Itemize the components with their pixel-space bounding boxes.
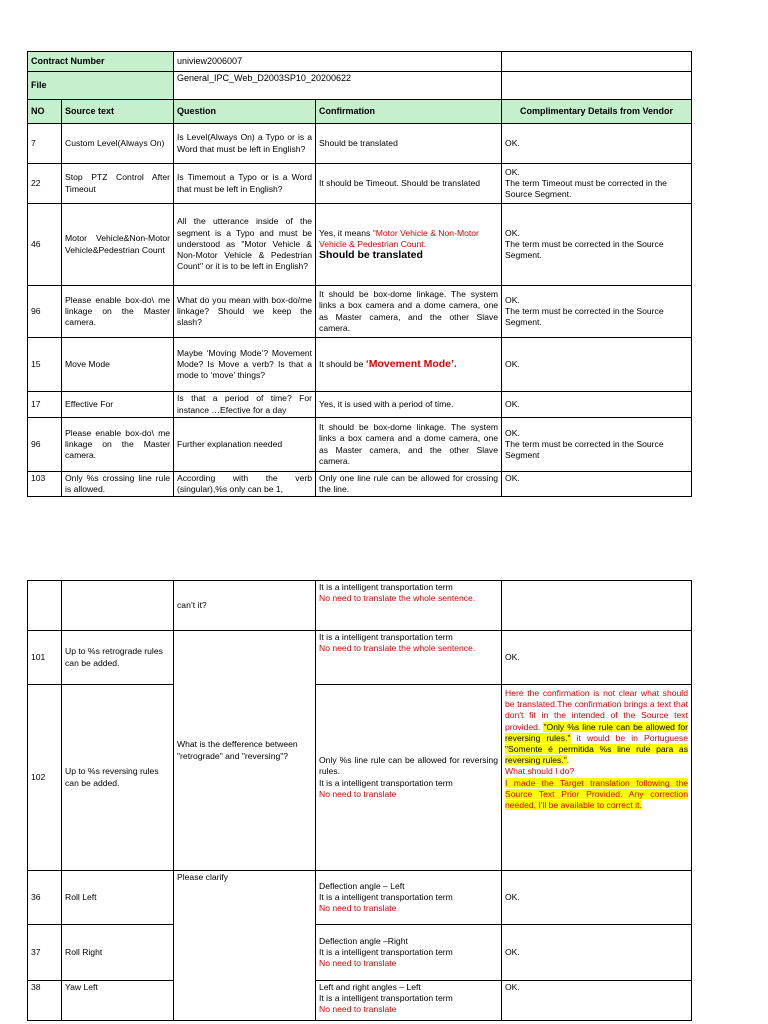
row-confirmation (316, 338, 502, 392)
row-source: Yaw Left (62, 981, 174, 1021)
row-confirmation: Should be translated (316, 124, 502, 164)
row-question: What is the defference between "retrograde" and "reversing"? (174, 631, 316, 871)
row-confirmation: Only one line rule can be allowed for crossing the line. (316, 472, 502, 497)
row-question: All the utterance inside of the segment is a Typo and must be understood as "Motor Vehicle & Non-Motor Vehicle & Pedestrian Count" or it is to be left in English? (174, 204, 316, 286)
row-question: Further explanation needed (174, 418, 316, 472)
table-row (28, 685, 692, 871)
row-no: 102 (28, 685, 62, 871)
row-question: Is that a period of time? For instance …Efective for a day (174, 392, 316, 418)
table-row (28, 124, 692, 164)
row-confirmation (316, 204, 502, 286)
row-confirmation: Yes, it is used with a period of time. (316, 392, 502, 418)
table-row (28, 204, 692, 286)
row-no: 36 (28, 871, 62, 925)
table-row (28, 472, 692, 497)
confirmation-red-line: No need to translate (319, 788, 397, 799)
vendor-line: The term Timeout must be corrected in the Source Segment. (505, 177, 667, 200)
confirmation-line: It is a intelligent transportation term (319, 946, 453, 957)
vendor-line: OK. (505, 427, 520, 438)
qa-table-bottom (27, 580, 692, 1021)
vendor-line: The term must be corrected in the Source Segment. (505, 305, 664, 328)
row-confirmation (316, 581, 502, 631)
row-source: Stop PTZ Control After Timeout (62, 164, 174, 204)
row-confirmation (316, 871, 502, 925)
row-vendor (502, 286, 692, 338)
row-confirmation (316, 981, 502, 1021)
row-no: 96 (28, 418, 62, 472)
row-question: can’t it? (174, 581, 316, 631)
row-no: 17 (28, 392, 62, 418)
confirmation-red-line: No need to translate the whole sentence. (319, 643, 476, 654)
header-question: Question (174, 100, 316, 124)
row-source: Custom Level(Always On) (62, 124, 174, 164)
row-question: What do you mean with box-do/me linkage? Should we keep the slash? (174, 286, 316, 338)
row-confirmation: It should be box-dome linkage. The system links a box camera and a dome camera, one as Master camera, and the other Slave camera. (316, 418, 502, 472)
table-row (28, 392, 692, 418)
row-no: 15 (28, 338, 62, 392)
header-row (28, 100, 692, 124)
row-source: Please enable box-do\ me linkage on the Master camera. (62, 286, 174, 338)
confirmation-line: Left and right angles – Left (319, 982, 421, 992)
row-question: According with the verb (singular),%s only can be 1, (174, 472, 316, 497)
vendor-line: The term must be corrected in the Source Segment. (505, 238, 664, 261)
row-vendor (502, 164, 692, 204)
table-row (28, 981, 692, 1021)
row-vendor: OK. (502, 981, 692, 1021)
confirmation-text: It should be (319, 358, 366, 369)
header-confirmation: Confirmation (316, 100, 502, 124)
contract-extra (502, 52, 692, 72)
row-no: 22 (28, 164, 62, 204)
confirmation-line: It is a intelligent transportation term (319, 582, 453, 592)
row-source: Up to %s reversing rules can be added. (62, 685, 174, 871)
row-source: Up to %s retrograde rules can be added. (62, 631, 174, 685)
row-vendor: OK. (502, 631, 692, 685)
confirmation-red-line: No need to translate (319, 903, 397, 914)
header-no: NO (28, 100, 62, 124)
row-vendor (502, 581, 692, 631)
row-source: Only %s crossing line rule is allowed. (62, 472, 174, 497)
contract-row (28, 52, 692, 72)
table-row (28, 418, 692, 472)
row-source: Effective For (62, 392, 174, 418)
confirmation-line: It is a intelligent transportation term (319, 993, 453, 1004)
row-question: Maybe ‘Moving Mode’? Movement Mode? Is Move a verb? Is that a mode to ‘move’ things? (174, 338, 316, 392)
row-no: 103 (28, 472, 62, 497)
vendor-line: OK. (505, 166, 520, 177)
row-vendor: OK. (502, 472, 692, 497)
table-row (28, 631, 692, 685)
confirmation-line: Deflection angle – Left (319, 880, 405, 891)
vendor-line: OK. (505, 294, 520, 305)
table-row (28, 871, 692, 925)
row-source: Please enable box-do\ me linkage on the Master camera. (62, 418, 174, 472)
confirmation-line: It is a intelligent transportation term (319, 891, 453, 902)
row-no: 38 (28, 981, 62, 1021)
row-question: Is Timemout a Typo or is a Word that must be left in English? (174, 164, 316, 204)
table-row (28, 338, 692, 392)
file-extra (502, 72, 692, 100)
row-vendor: OK. (502, 925, 692, 981)
row-vendor (502, 204, 692, 286)
table-row (28, 581, 692, 631)
confirmation-line: It is a intelligent transportation term (319, 632, 453, 642)
vendor-quote: "Somente é permitida %s line rule para as reversing rules." (505, 744, 688, 766)
confirmation-red-line: No need to translate (319, 1004, 397, 1015)
row-question: Is Level(Always On) a Typo or is a Word that must be left in English? (174, 124, 316, 164)
confirmation-line: Only %s line rule can be allowed for reversing rules. (319, 755, 498, 777)
table-row (28, 164, 692, 204)
row-no: 37 (28, 925, 62, 981)
row-vendor: OK. (502, 871, 692, 925)
row-confirmation: It should be Timeout. Should be translated (316, 164, 502, 204)
vendor-line: OK. (505, 227, 520, 238)
row-confirmation: It should be box-dome linkage. The system links a box camera and a dome camera, one as Master camera, and the other Slave camera. (316, 286, 502, 338)
file-label: File (28, 72, 174, 100)
confirmation-red-text: "Motor Vehicle & Non-Motor Vehicle & Pedestrian Count. (319, 227, 479, 249)
vendor-quote: "Only %s line rule can be allowed for reversing rules." (505, 721, 688, 743)
row-source: Move Mode (62, 338, 174, 392)
vendor-note: What should I do? (505, 766, 575, 777)
row-no: 46 (28, 204, 62, 286)
header-source: Source text (62, 100, 174, 124)
row-vendor (502, 685, 692, 871)
row-source (62, 581, 174, 631)
row-no: 101 (28, 631, 62, 685)
confirmation-red-text: ‘Movement Mode’. (365, 357, 457, 370)
row-vendor: OK. (502, 338, 692, 392)
vendor-highlight-note: I made the Target translation following the Source Text Prior Provided. Any correction needed, I'll be available to correct it. (505, 777, 688, 811)
row-no (28, 581, 62, 631)
vendor-note: it would be in Portuguese (570, 732, 688, 743)
row-confirmation (316, 925, 502, 981)
contract-label: Contract Number (28, 52, 174, 72)
row-question: Please clarify (174, 871, 316, 1021)
row-confirmation (316, 685, 502, 871)
confirmation-text: Yes, it means (319, 227, 373, 238)
table-row (28, 925, 692, 981)
row-confirmation (316, 631, 502, 685)
vendor-note: . (566, 755, 570, 766)
file-row (28, 72, 692, 100)
vendor-note: Here the confirmation is not clear what should be translated.The confirmation brings a text that don't fit in the intended of the Source text provided. (505, 688, 688, 732)
confirmation-red-line: No need to translate (319, 958, 397, 969)
row-vendor: OK. (502, 124, 692, 164)
row-no: 7 (28, 124, 62, 164)
row-vendor (502, 418, 692, 472)
contract-value: uniview2006007 (174, 52, 502, 72)
confirmation-line: Deflection angle –Right (319, 935, 408, 946)
vendor-line: The term must be corrected in the Source Segment (505, 438, 664, 461)
header-vendor: Complimentary Details from Vendor (502, 100, 692, 124)
row-source: Motor Vehicle&Non-Motor Vehicle&Pedestrian Count (62, 204, 174, 286)
row-vendor: OK. (502, 392, 692, 418)
file-value: General_IPC_Web_D2003SP10_20200622 (174, 72, 502, 100)
confirmation-line: It is a intelligent transportation term (319, 777, 453, 788)
row-no: 96 (28, 286, 62, 338)
qa-table-top (27, 51, 692, 497)
row-source: Roll Left (62, 871, 174, 925)
confirmation-red-line: No need to translate the whole sentence. (319, 593, 476, 604)
table-row (28, 286, 692, 338)
row-source: Roll Right (62, 925, 174, 981)
confirmation-bold-text: Should be translated (319, 249, 423, 262)
